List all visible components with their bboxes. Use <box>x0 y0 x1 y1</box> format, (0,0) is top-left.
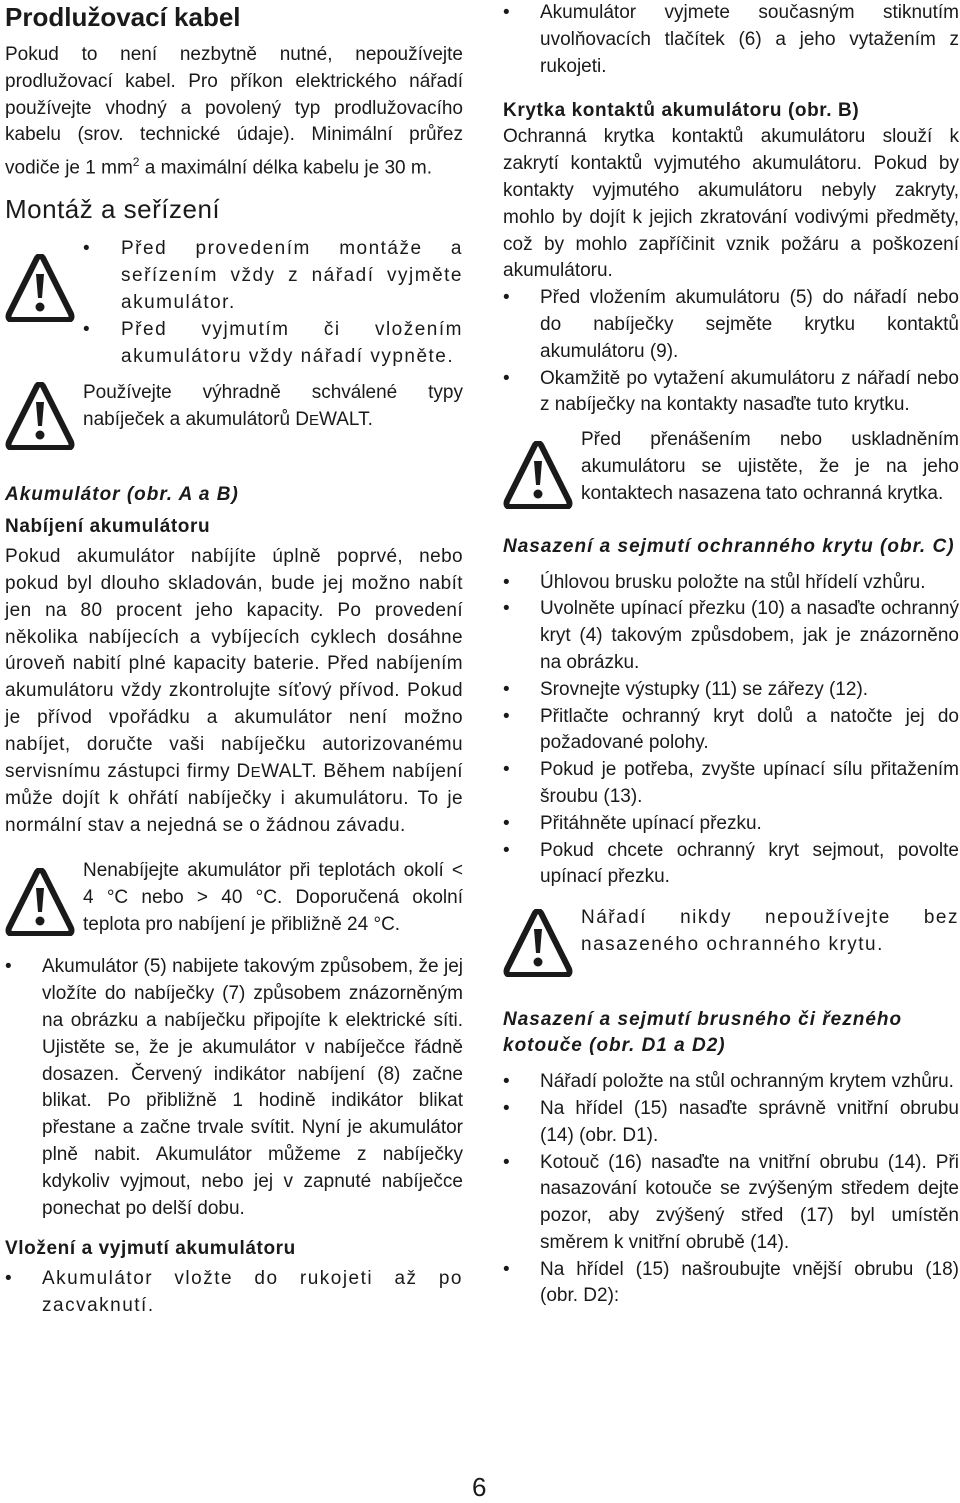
list-item <box>503 570 959 597</box>
list-item <box>503 811 959 838</box>
list-item <box>5 1266 463 1320</box>
bullet-icon: • <box>5 956 12 978</box>
paragraph-text: a maximální délka kabelu je 30 m. <box>139 157 433 179</box>
bullet-icon: • <box>503 598 510 620</box>
list-item-text: Uvolněte upínací přezku (10) a nasaďte ochranný kryt (4) takovým způsdobem, jak je znázorněno na obrázku. <box>540 598 959 673</box>
paragraph-charging <box>5 544 463 840</box>
remove-steps-list <box>503 0 959 80</box>
list-item-text: Na hřídel (15) nasaďte správně vnitřní obrubu (14) (obr. D1). <box>540 1097 959 1146</box>
bullet-icon: • <box>5 1268 14 1290</box>
list-item-text: Nářadí položte na stůl ochranným krytem vzhůru. <box>540 1071 954 1093</box>
warning-triangle-icon <box>503 909 573 977</box>
guard-steps-list <box>503 570 959 892</box>
list-item <box>503 1257 959 1311</box>
bullet-icon: • <box>503 812 510 834</box>
paragraph-text: Pokud to není nezbytně nutné, nepoužívejte prodlužovací kabel. Pro příkon elektrického nářadí používejte vhodný a povolený typ prodlužovacího kabelu (srov. technické údaje). Minimální průřez vodiče je 1 mm <box>5 44 463 179</box>
list-item-text: Před provedením montáže a seřízením vždy z nářadí vyjměte akumulátor. <box>121 238 463 313</box>
bullet-icon: • <box>503 2 510 23</box>
bullet-icon: • <box>503 1097 510 1119</box>
warning-text-part: WALT. <box>319 409 373 431</box>
list-item <box>83 317 463 371</box>
list-item-text: Akumulátor vložte do rukojeti až po zacvaknutí. <box>42 1268 463 1317</box>
warning-text-part: Používejte výhradně schválené typy nabíječek a akumulátorů D <box>83 382 463 431</box>
bullet-icon: • <box>503 759 510 781</box>
list-item <box>503 1150 959 1257</box>
cover-steps-list <box>503 285 959 419</box>
heading-charging: Nabíjení akumulátoru <box>5 516 211 538</box>
heading-assembly: Montáž a seřízení <box>5 194 221 225</box>
superscript: 2 <box>132 155 140 170</box>
list-item <box>503 757 959 811</box>
list-item <box>503 704 959 758</box>
paragraph-text: E <box>250 763 262 781</box>
bullet-icon: • <box>503 839 510 861</box>
heading-insert-remove: Vložení a vyjmutí akumulátoru <box>5 1238 296 1260</box>
heading-contact-cover: Krytka kontaktů akumulátoru (obr. B) <box>503 100 860 122</box>
list-item-text: Přitlačte ochranný kryt dolů a natočte jej do požadované polohy. <box>540 705 959 754</box>
warning-remove-battery <box>5 236 463 370</box>
list-item-text: Úhlovou brusku položte na stůl hřídelí vzhůru. <box>540 571 926 593</box>
warning-list <box>83 236 463 370</box>
bullet-icon: • <box>503 571 510 593</box>
list-item-text: Před vložením akumulátoru (5) do nářadí nebo do nabíječky sejměte krytku kontaktů akumulátoru (9). <box>540 287 959 362</box>
list-item-text: Kotouč (16) nasaďte na vnitřní obrubu (14). Při nasazování kotouče se zvýšeným středem dejte pozor, aby zvýšený střed (17) byl umístěn směrem k vnitřní obrubě (14). <box>540 1151 959 1253</box>
disc-steps-list <box>503 1069 959 1310</box>
list-item <box>503 677 959 704</box>
warning-triangle-icon <box>5 254 75 322</box>
list-item-text: Akumulátor vyjmete současným stiknutím uvolňovacích tlačítek (6) a jeho vytažením z rukojeti. <box>540 2 959 77</box>
warning-triangle-icon <box>503 441 573 509</box>
list-item-text: Pokud je potřeba, zvyšte upínací sílu přitažením šroubu (13). <box>540 759 959 807</box>
paragraph-extension-cable <box>5 42 463 182</box>
list-item <box>503 1069 959 1096</box>
bullet-icon: • <box>83 318 92 340</box>
right-column <box>503 0 959 1310</box>
list-item-text: Přitáhněte upínací přezku. <box>540 812 762 834</box>
bullet-icon: • <box>503 1151 510 1173</box>
paragraph-text: Pokud akumulátor nabíjíte úplně poprvé, nebo pokud byl dlouho skladován, bude jej možno nabít jen na 80 procent jeho kapacity. Po provedení několika nabíjecích a vybíjecích cyklech dosáhne úroveň nabití plné kapacity baterie. Před nabíjením akumulátoru vždy zkontrolujte síťový přívod. Pokud je přívod vpořádku a akumulátor není možno nabíjet, doručte vaši nabíječku autorizovanému servisnímu zástupci firmy D <box>5 546 463 782</box>
charging-steps-list <box>5 954 463 1222</box>
list-item <box>503 0 959 80</box>
list-item-text: Akumulátor (5) nabijete takovým způsobem, že jej vložíte do nabíječky (7) způsobem znázorněným na obrázku a nabíječku připojíte k elektrické síti. Ujistěte se, že je akumulátor v nabíječce řádně dosazen. Červený indikátor nabíjení (8) začne blikat. Po přibližně 1 hodině indikátor blikat přestane a začne trvale svítit. Nyní je akumulátor plně nabit. Akumulátor můžeme z nabíječky kdykoliv vyjmout, nebo jej v zapnuté nabíječce ponechat po delší dobu. <box>42 956 463 1219</box>
warning-temperature <box>5 858 463 938</box>
page-number: 6 <box>472 1472 487 1502</box>
list-item-text: Na hřídel (15) našroubujte vnější obrubu (18) (obr. D2): <box>540 1258 959 1307</box>
bullet-icon: • <box>83 238 92 260</box>
warning-text: Před přenášením nebo uskladněním akumulátoru se ujistěte, že je na jeho kontaktech nasazena tato ochranná krytka. <box>581 429 959 504</box>
warning-text <box>83 380 463 435</box>
list-item <box>503 285 959 365</box>
list-item-text: Pokud chcete ochranný kryt sejmout, povolte upínací přezku. <box>540 839 959 888</box>
bullet-icon: • <box>503 705 510 727</box>
paragraph-contact-cover: Ochranná krytka kontaktů akumulátoru slouží k zakrytí kontaktů vyjmutého akumulátoru. Pokud by kontakty vyjmutého akumulátoru nebyly zakryty, mohlo by dojít k jejich zkratování vodivými předměty, což by mohlo zapříčinit vznik požáru a poškození akumulátoru. <box>503 126 959 282</box>
list-item <box>5 954 463 1222</box>
heading-disc: Nasazení a sejmutí brusného či řezného kotouče (obr. D1 a D2) <box>503 1009 903 1057</box>
heading-extension-cable: Prodlužovací kabel <box>5 2 241 32</box>
left-column <box>5 0 463 1320</box>
heading-guard: Nasazení a sejmutí ochranného krytu (obr. C) <box>503 535 955 557</box>
list-item <box>83 236 463 316</box>
list-item-text: Srovnejte výstupky (11) se zářezy (12). <box>540 678 869 700</box>
bullet-icon: • <box>503 287 510 309</box>
list-item-text: Před vyjmutím či vložením akumulátoru vždy nářadí vypněte. <box>121 318 463 367</box>
warning-triangle-icon <box>5 382 75 450</box>
heading-battery: Akumulátor (obr. A a B) <box>5 484 239 506</box>
bullet-icon: • <box>503 1071 510 1093</box>
list-item-text: Okamžitě po vytažení akumulátoru z nářadí nebo z nabíječky na kontakty nasaďte tuto krytku. <box>540 367 959 416</box>
bullet-icon: • <box>503 367 510 389</box>
list-item <box>503 1096 959 1150</box>
bullet-icon: • <box>503 1258 510 1280</box>
bullet-icon: • <box>503 678 510 700</box>
warning-text-part: E <box>309 412 320 430</box>
warning-triangle-icon <box>5 868 75 936</box>
list-item <box>503 596 959 676</box>
warning-text: Nářadí nikdy nepoužívejte bez nasazeného ochranného krytu. <box>581 907 959 955</box>
insert-steps-list <box>5 1266 463 1320</box>
list-item <box>503 838 959 892</box>
warning-approved-chargers <box>5 380 463 460</box>
list-item <box>503 366 959 420</box>
warning-no-guard <box>503 905 959 985</box>
warning-transport-storage <box>503 427 959 507</box>
paragraph-text: WALT. Během nabíjení může dojít k ohřátí nabíječky i akumulátoru. To je normální stav a nejedná se o žádnou závadu. <box>5 760 463 837</box>
warning-text: Nenabíjejte akumulátor při teplotách okolí < 4 °C nebo > 40 °C. Doporučená okolní teplota pro nabíjení je přibližně 24 °C. <box>83 860 463 935</box>
